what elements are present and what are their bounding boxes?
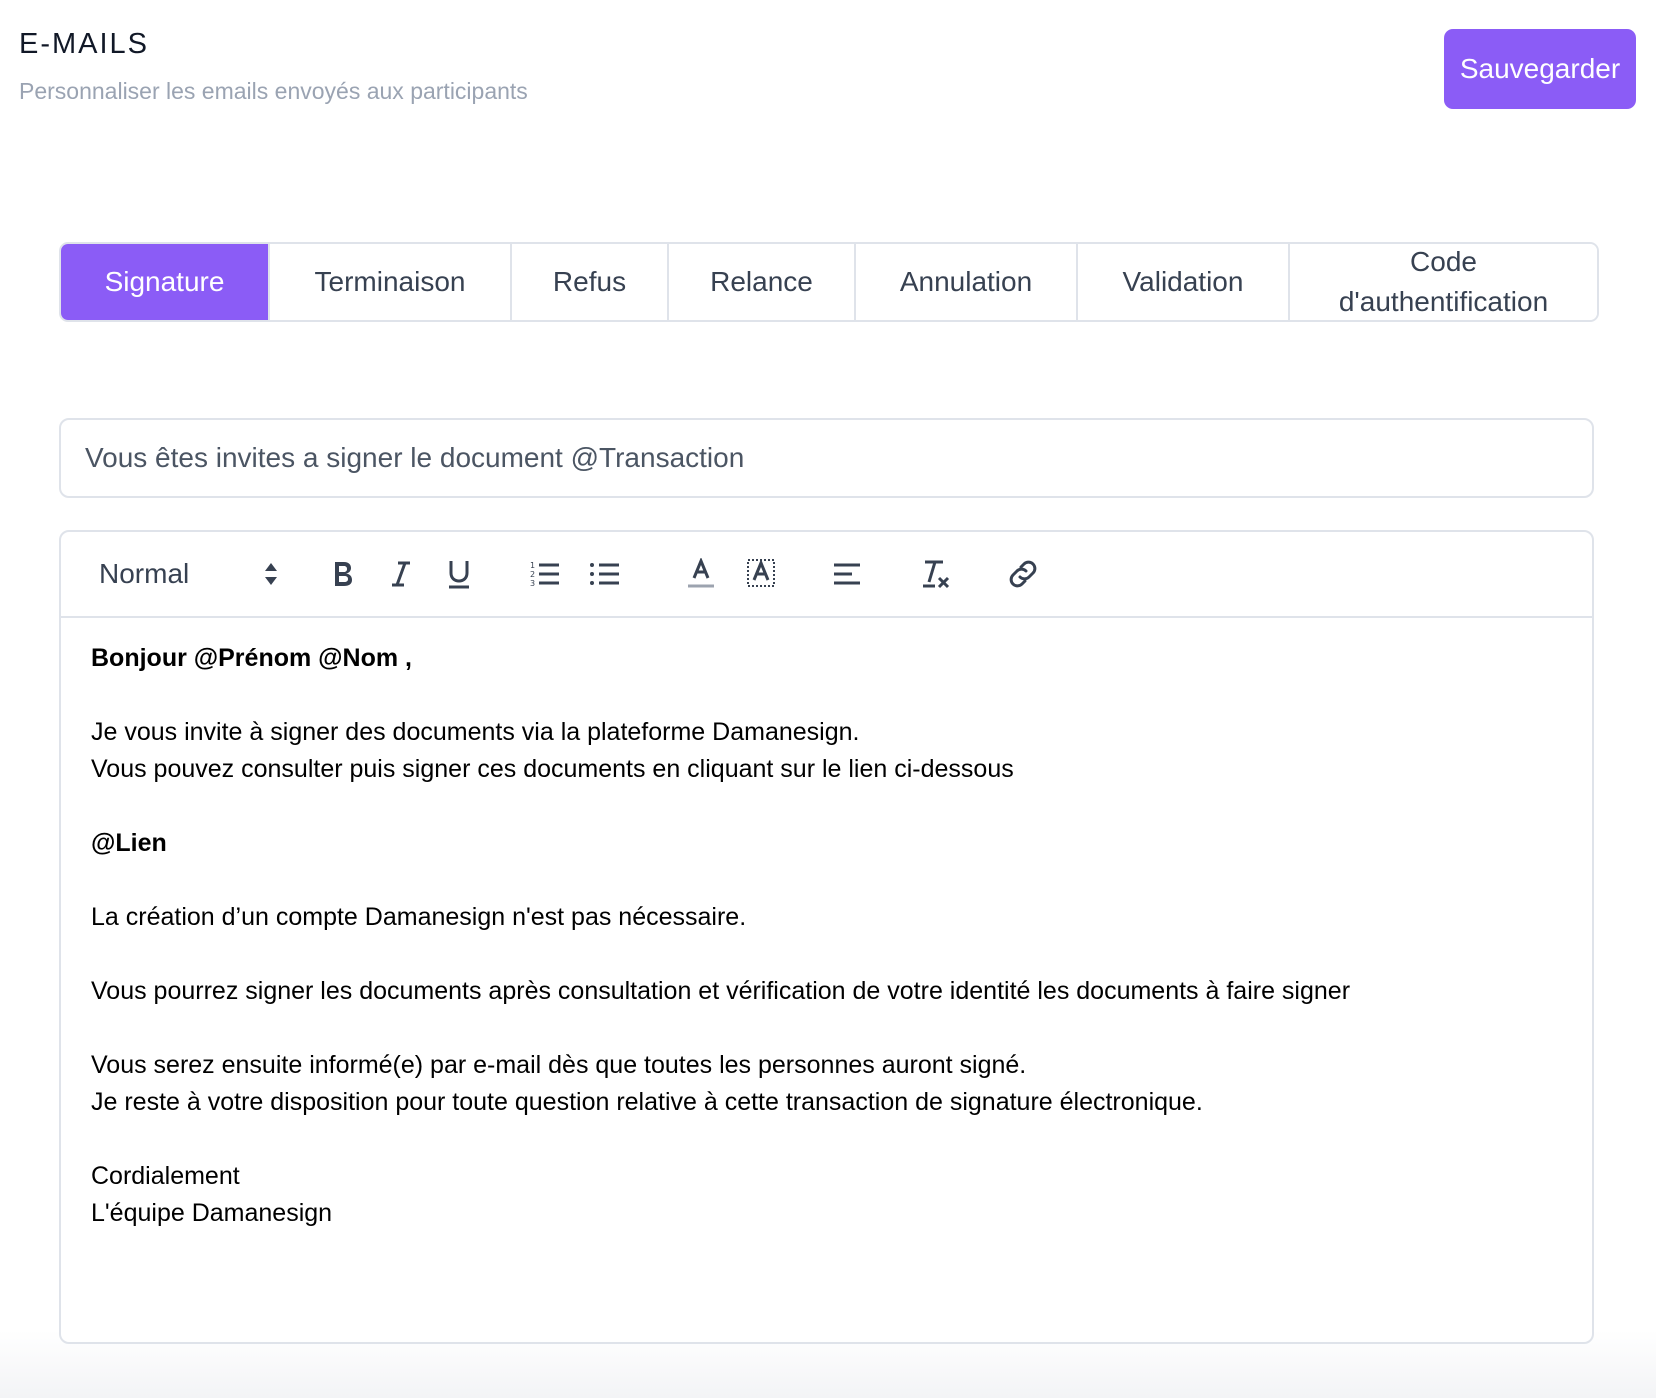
tab-signature[interactable]: Signature xyxy=(61,244,270,320)
svg-text:3: 3 xyxy=(530,579,536,588)
link-icon[interactable] xyxy=(1001,552,1045,596)
body-blank-line xyxy=(91,862,1562,899)
tab-refus[interactable]: Refus xyxy=(512,244,669,320)
body-blank-line xyxy=(91,1121,1562,1158)
editor-toolbar xyxy=(61,532,1592,618)
bullet-list-icon[interactable] xyxy=(583,552,627,596)
background-color-icon[interactable] xyxy=(739,552,783,596)
body-paragraph: Je reste à votre disposition pour toute question relative à cette transaction de signature électronique. xyxy=(91,1088,1203,1116)
ordered-list-icon[interactable] xyxy=(523,552,567,596)
svg-text:1: 1 xyxy=(530,561,536,570)
email-subject-input[interactable] xyxy=(59,418,1594,498)
email-type-tabs xyxy=(59,242,1599,322)
text-color-icon[interactable] xyxy=(679,552,723,596)
save-button[interactable]: Sauvegarder xyxy=(1444,29,1636,109)
page-subtitle: Personnaliser les emails envoyés aux participants xyxy=(19,78,528,104)
body-blank-line xyxy=(91,1010,1562,1047)
email-body-editor xyxy=(59,530,1594,1344)
bold-icon[interactable] xyxy=(321,552,365,596)
underline-icon[interactable] xyxy=(437,552,481,596)
body-blank-line xyxy=(91,677,1562,714)
italic-icon[interactable] xyxy=(379,552,423,596)
body-paragraph: Vous pouvez consulter puis signer ces documents en cliquant sur le lien ci-dessous xyxy=(91,755,1014,783)
svg-text:2: 2 xyxy=(530,570,536,579)
body-paragraph: La création d’un compte Damanesign n'est pas nécessaire. xyxy=(91,903,747,931)
chevron-up-down-icon xyxy=(263,561,279,587)
body-link-tag: @Lien xyxy=(91,829,167,857)
body-paragraph: Vous serez ensuite informé(e) par e-mail dès que toutes les personnes auront signé. xyxy=(91,1051,1027,1079)
tab-relance[interactable]: Relance xyxy=(669,244,856,320)
tab-validation[interactable]: Validation xyxy=(1078,244,1290,320)
body-greeting: Bonjour @Prénom @Nom , xyxy=(91,644,412,672)
clear-format-icon[interactable] xyxy=(913,552,957,596)
body-signature: L'équipe Damanesign xyxy=(91,1199,333,1227)
format-select[interactable] xyxy=(99,552,279,596)
body-paragraph: Vous pourrez signer les documents après consultation et vérification de votre identité les documents à faire signer xyxy=(91,977,1351,1005)
tab-terminaison[interactable]: Terminaison xyxy=(270,244,512,320)
page-title: E-MAILS xyxy=(19,28,150,60)
editor-content[interactable] xyxy=(61,618,1592,1254)
format-select-value: Normal xyxy=(99,558,190,589)
tab-code-authentification[interactable]: Code d'authentification xyxy=(1290,244,1597,320)
body-blank-line xyxy=(91,788,1562,825)
body-closing: Cordialement xyxy=(91,1162,240,1190)
body-blank-line xyxy=(91,936,1562,973)
tab-annulation[interactable]: Annulation xyxy=(856,244,1078,320)
align-icon[interactable] xyxy=(825,552,869,596)
body-paragraph: Je vous invite à signer des documents via la plateforme Damanesign. xyxy=(91,718,860,746)
